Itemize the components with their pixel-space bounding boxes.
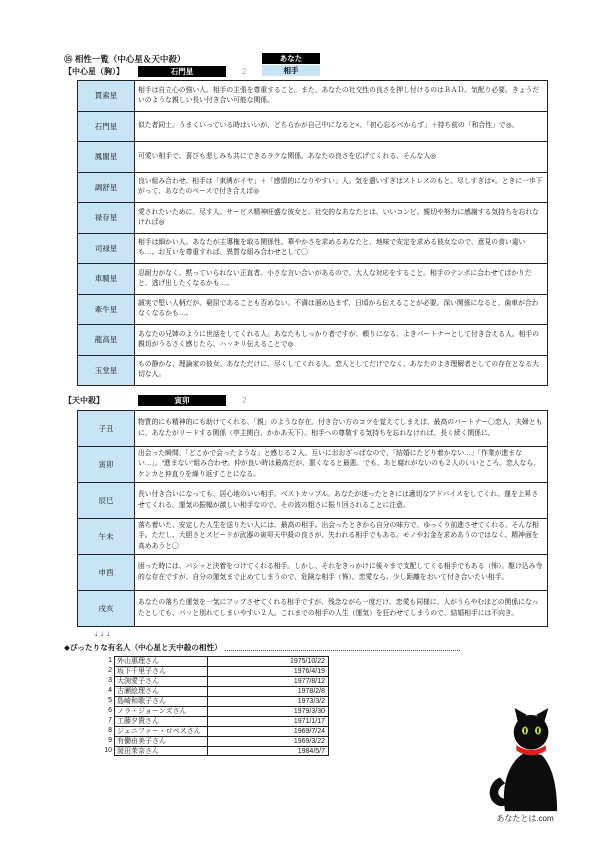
famous-rank: 8 (108, 727, 112, 734)
famous-row (100, 666, 329, 676)
star-description: あなたの兄姉のように世話をしてくれる人。あなたもしっかり者ですが、頼りになる、よきパートナーとして付き合える人。相手の親切がうるさく感じたら、ハッキリ伝えることで◎ (138, 330, 540, 348)
table-row (78, 295, 547, 326)
famous-people-table (100, 656, 329, 756)
table-row (78, 411, 547, 447)
famous-name: 古瀬絵理さん (114, 686, 208, 696)
table-row (78, 447, 547, 483)
famous-name: 有働由美子さん (114, 736, 208, 746)
famous-row (100, 686, 329, 696)
table-row (78, 591, 547, 627)
famous-name: 島崎和歌子さん (114, 696, 208, 706)
table-row (78, 142, 547, 173)
center-star-section-label: 【中心星（胸）】 (64, 67, 124, 76)
famous-birthdate: 1969/7/24 (208, 726, 329, 736)
sign-description: 困った時には、バシッと決着をつけてくれる相手。しかし、それをきっかけに後々まで支配してくる相手でもある（怖）。駆け込み寺的な存在ですが、自分の運気まで止めてしまうので、危険な相手（怖）。恋愛なら、少し距離をおいて付き合いたい相手。 (138, 563, 543, 581)
famous-row (100, 746, 329, 756)
famous-name: 外山惠理さん (114, 656, 208, 666)
famous-birthdate: 1973/3/2 (208, 696, 329, 706)
famous-rank: 7 (108, 717, 112, 724)
famous-name: 坂下千里子さん (114, 666, 208, 676)
famous-rank: 10 (104, 747, 112, 754)
center-star-note: 2 (242, 67, 247, 76)
famous-row (100, 726, 329, 736)
famous-section-title: ◆ぴったりな有名人（中心星と天中殺の相性） (64, 643, 222, 652)
sign-description: 長い付き合いになっても、居心地のいい相手。ベストカップル。あなたが迷ったときには適切なアドバイスをしてくれ、運を上昇させてくれる。運気の振幅が激しい相手なので、その波の粗さに振り回されることに注意。 (138, 491, 539, 509)
table-row (78, 264, 547, 295)
tenchusatsu-value-chip: 寅卯 (138, 395, 226, 406)
famous-rank: 4 (108, 687, 112, 694)
site-name: あなたとは.com (496, 814, 554, 823)
famous-birthdate: 1977/8/12 (208, 676, 329, 686)
table-row (78, 325, 547, 356)
down-arrows: ↓↓↓ (94, 629, 112, 638)
black-cat-illustration (477, 708, 573, 812)
star-name: 石門星 (78, 112, 135, 142)
star-description: 似た者同士。うまくいっている時はいいが、どちらかが自己中になると×。「初心忘るべからず」＋持ち前の「和合性」で◎。 (138, 122, 519, 130)
famous-rank: 6 (108, 707, 112, 714)
partner-label-badge: 相手 (262, 65, 320, 76)
table-row (78, 203, 547, 234)
black-cat-icon (477, 708, 573, 812)
star-description: 忍耐力がなく、黙っていられない正直者。小さな言い合いがあるので、大人な対応をすること。相手のテンポに合わせてばかりだと、逃げ出したくなるかも…。 (138, 269, 532, 287)
star-name: 車騎星 (78, 264, 135, 294)
famous-name: 岡田茉奈さん (114, 746, 208, 756)
table-row (78, 519, 547, 555)
star-description: もの静かな、理論家の彼女。あなただけに、尽くしてくれる人。恋人としてだけでなく、あなたのよき理解者としての存在となる大切な人。 (138, 361, 539, 379)
star-name: 龍高星 (78, 325, 135, 355)
star-description: 誠実で堅い人柄だが、窮屈であることも否めない。不満は溜め込まず、日頃から伝えることが必要。深い関係になると、歯車が合わなくなるかも…。 (138, 300, 539, 318)
table-row (78, 81, 547, 112)
famous-birthdate: 1978/2/8 (208, 686, 329, 696)
sign-description: あなたの落ちた運気を一気にアップさせてくれる相手ですが、残念ながら一度だけ。恋愛も同様に、人がうらやむほどの関係になったとしても、パッと別れてしまいやすい２人。これまでの相手の人生（運気）を狂わせてしまうので、結婚相手には不向き。 (138, 599, 539, 617)
table-row (78, 234, 547, 265)
famous-birthdate: 1979/3/30 (208, 706, 329, 716)
famous-name: 大渕愛子さん (114, 676, 208, 686)
star-description: 良い組み合わせ。相手は「束縛がイヤ」＋「感情的になりやすい」人。気を遣いすぎはストレスのもと。尽しすぎは×。ときに一歩下がって、あなたのペースで付き合えば◎ (138, 178, 543, 196)
page-title: ⑮ 相性一覧（中心星＆天中殺） (64, 54, 186, 64)
table-row (78, 483, 547, 519)
star-description: 可愛い相手で、喜びも悲しみも共にできるラクな関係。あなたの良さを広げてくれる、そんな人◎ (138, 152, 437, 160)
sign-name: 寅卯 (78, 447, 135, 482)
famous-rank: 9 (108, 737, 112, 744)
sign-name: 午未 (78, 519, 135, 554)
star-name: 司禄星 (78, 234, 135, 264)
star-name: 貫索星 (78, 81, 135, 111)
sign-description: 落ち着いた、安定した人生を送りたい人には、最高の相手。出会ったときから自分の味方で、ゆっくり前進させてくれる、そんな相手。ただし、大胆さとスピードが武器の寅卯天中殺の良さが、失われる相手でもある。モノやお金を求めあうのではなく、精神面を高めあうと〇 (138, 522, 539, 550)
sign-name: 子丑 (78, 411, 135, 446)
famous-birthdate: 1976/4/19 (208, 666, 329, 676)
star-name: 調舒星 (78, 173, 135, 203)
table-row (78, 173, 547, 204)
famous-row (100, 736, 329, 746)
star-name: 牽牛星 (78, 295, 135, 325)
famous-birthdate: 1971/1/17 (208, 716, 329, 726)
table-row (78, 112, 547, 143)
famous-row (100, 676, 329, 686)
famous-rank: 5 (108, 697, 112, 704)
famous-row (100, 656, 329, 666)
famous-rank: 1 (108, 657, 112, 664)
famous-name: ジェニファー・ロペスさん (114, 726, 208, 736)
famous-birthdate: 1984/5/7 (208, 746, 329, 756)
sign-description: 出会った瞬間、「どこかで会ったような」と感じる２人。互いにおおざっぱなので、「結婚にたどり着かない…」「作業が進まない…」。“進まない”組み合わせ。仲が良い時は最高だが、悪くなると最悪。でも、あと腐れがないのも２人のいいところ。恋人なら、ケンカと仲直りを繰り返すことになる。 (138, 450, 540, 478)
famous-row (100, 706, 329, 716)
star-name: 鳳閣星 (78, 142, 135, 172)
famous-birthdate: 1969/3/22 (208, 736, 329, 746)
star-description: 相手は自立心の強い人。相手の主張を尊重すること。また、あなたの社交性の良さを押し付けるのはＢＡＤ。気配り必要。きょうだいのような親しい長い付き合い可能な関係。 (138, 86, 540, 104)
table-row (78, 356, 547, 387)
center-star-table (77, 80, 548, 386)
star-name: 玉堂星 (78, 356, 135, 386)
famous-rank: 2 (108, 667, 112, 674)
tenchusatsu-section-label: 【天中殺】 (64, 396, 104, 405)
sign-name: 申酉 (78, 555, 135, 590)
sign-name: 辰巳 (78, 483, 135, 518)
tenchusatsu-table (77, 410, 548, 627)
famous-section-header (64, 642, 460, 653)
star-name: 禄存星 (78, 203, 135, 233)
star-description: 相手は細かい人。あなたが主導権を取る関係性。華やかさを求めるあなたと、地味で安定を求める彼女なので、意見の食い違いも…。お互いを尊重すれば、異質な組み合わせとして〇 (138, 239, 526, 257)
famous-name: 工藤夕貴さん (114, 716, 208, 726)
famous-row (100, 696, 329, 706)
star-description: 愛されたいために、尽す人。サービス精神旺盛な彼女と、社交的なあなたとは、いいコンビ。親切や努力に感謝する気持ちを忘れなければ◎ (138, 208, 539, 226)
center-star-value-chip: 石門星 (138, 66, 226, 77)
sign-name: 戌亥 (78, 591, 135, 626)
you-label-badge: あなた (262, 53, 320, 64)
famous-name: ノラ・ジョーンズさん (114, 706, 208, 716)
dotted-leader-line (225, 649, 460, 651)
sign-description: 物質的にも精神的にも助けてくれる、「親」のような存在。付き合い方のコツを覚えてしまえば、最高のパートナー〇恋人、夫婦ともに、あなたがリードする関係（亭主関白、かかあ天下）。相手への尊敬する気持ちを忘れなければ、長く続く関係に。 (138, 419, 543, 437)
famous-row (100, 716, 329, 726)
tenchusatsu-note: 2 (242, 396, 247, 405)
table-row (78, 555, 547, 591)
famous-birthdate: 1975/10/22 (208, 656, 329, 666)
famous-rank: 3 (108, 677, 112, 684)
